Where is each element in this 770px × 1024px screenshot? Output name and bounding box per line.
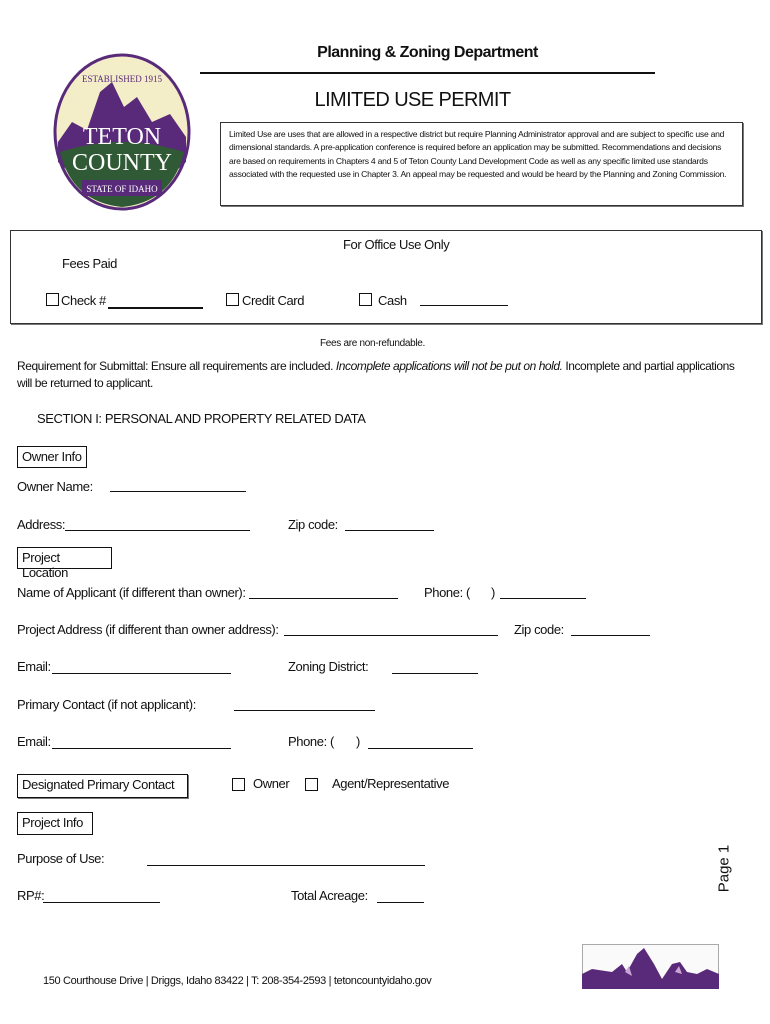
zoning-label: Zoning District: [288,659,369,674]
header-rule [200,72,655,74]
mountain-logo [582,944,719,989]
phone-field[interactable] [500,598,586,599]
owner-name-label: Owner Name: [17,479,93,494]
phone-label: Phone: ( [424,585,470,600]
project-location-label: Project Location [17,547,112,569]
page-title: LIMITED USE PERMIT [314,89,511,111]
check-label: Check # [61,293,106,308]
svg-text:STATE OF IDAHO: STATE OF IDAHO [86,184,158,194]
acreage-field[interactable] [377,902,424,903]
owner-name-field[interactable] [110,491,246,492]
footer-address: 150 Courthouse Drive | Driggs, Idaho 83422 | T: 208-354-2593 | tetoncountyidaho.gov [43,975,432,987]
purpose-field[interactable] [147,865,425,866]
cash-checkbox[interactable] [359,293,372,306]
credit-card-checkbox[interactable] [226,293,239,306]
check-number-field[interactable] [108,307,203,309]
page-number: Page 1 [715,844,733,893]
zip-label: Zip code: [288,517,338,532]
intro-box: Limited Use are uses that are allowed in a respective district but require Planning Administrator approval and are subject to specific use and dimensional standards. A pre-application conference is required before an application may be submitted. Recommendations and decisions are based on requirements in Chapters 4 and 5 of Teton County Land Development Code as well as any specific limited use standards associated with the requested use in Chapter 3. An appeal may be requested and would be heard by the Planning and Zoning Commission. [220,122,743,206]
svg-text:COUNTY: COUNTY [72,150,172,176]
owner-checkbox[interactable] [232,778,245,791]
department-title: Planning & Zoning Department [317,44,538,61]
svg-text:TETON: TETON [82,124,162,150]
primary-contact-field[interactable] [234,710,375,711]
rp-field[interactable] [43,902,160,903]
phone2-field[interactable] [368,748,473,749]
project-address-field[interactable] [284,635,498,636]
zoning-field[interactable] [392,673,478,674]
project-info-label: Project Info [17,812,93,835]
owner-option-label: Owner [253,776,290,791]
req-text-2: Incomplete and partial applications [562,359,735,373]
acreage-label: Total Acreage: [291,888,368,903]
project-zip-label: Zip code: [514,622,564,637]
requirement-note-2: will be returned to applicant. [17,376,153,390]
requirement-note [17,359,734,373]
teton-county-logo [52,52,192,214]
check-checkbox[interactable] [46,293,59,306]
address-label: Address: [17,517,66,532]
applicant-field[interactable] [249,598,398,599]
zip-field[interactable] [345,530,434,531]
project-zip-field[interactable] [571,635,650,636]
cash-label: Cash [378,293,407,308]
address-field[interactable] [65,530,250,531]
project-address-label: Project Address (if different than owner address): [17,622,279,637]
email-field[interactable] [52,673,231,674]
section-heading: SECTION I: PERSONAL AND PROPERTY RELATED DATA [37,411,366,426]
purpose-label: Purpose of Use: [17,851,105,866]
credit-card-label: Credit Card [242,293,305,308]
phone2-label: Phone: ( [288,734,334,749]
cash-field[interactable] [420,305,508,306]
email2-field[interactable] [52,748,231,749]
req-text: Requirement for Submittal: Ensure all requirements are included. [17,359,336,373]
applicant-label: Name of Applicant (if different than owner): [17,585,246,600]
phone-paren: ) [491,585,495,600]
nonrefundable-note: Fees are non-refundable. [319,338,426,349]
agent-option-label: Agent/Representative [332,776,450,791]
email2-label: Email: [17,734,51,749]
primary-contact-label: Primary Contact (if not applicant): [17,697,196,712]
fees-paid-label: Fees Paid [62,256,117,271]
agent-checkbox[interactable] [305,778,318,791]
email-label: Email: [17,659,51,674]
owner-info-label: Owner Info [17,446,87,468]
svg-text:ESTABLISHED 1915: ESTABLISHED 1915 [81,74,163,84]
phone2-paren: ) [356,734,360,749]
office-title: For Office Use Only [343,237,450,252]
req-italic: Incomplete applications will not be put on hold. [335,359,563,373]
designated-contact-label: Designated Primary Contact [17,774,188,798]
rp-label: RP#: [17,888,45,903]
